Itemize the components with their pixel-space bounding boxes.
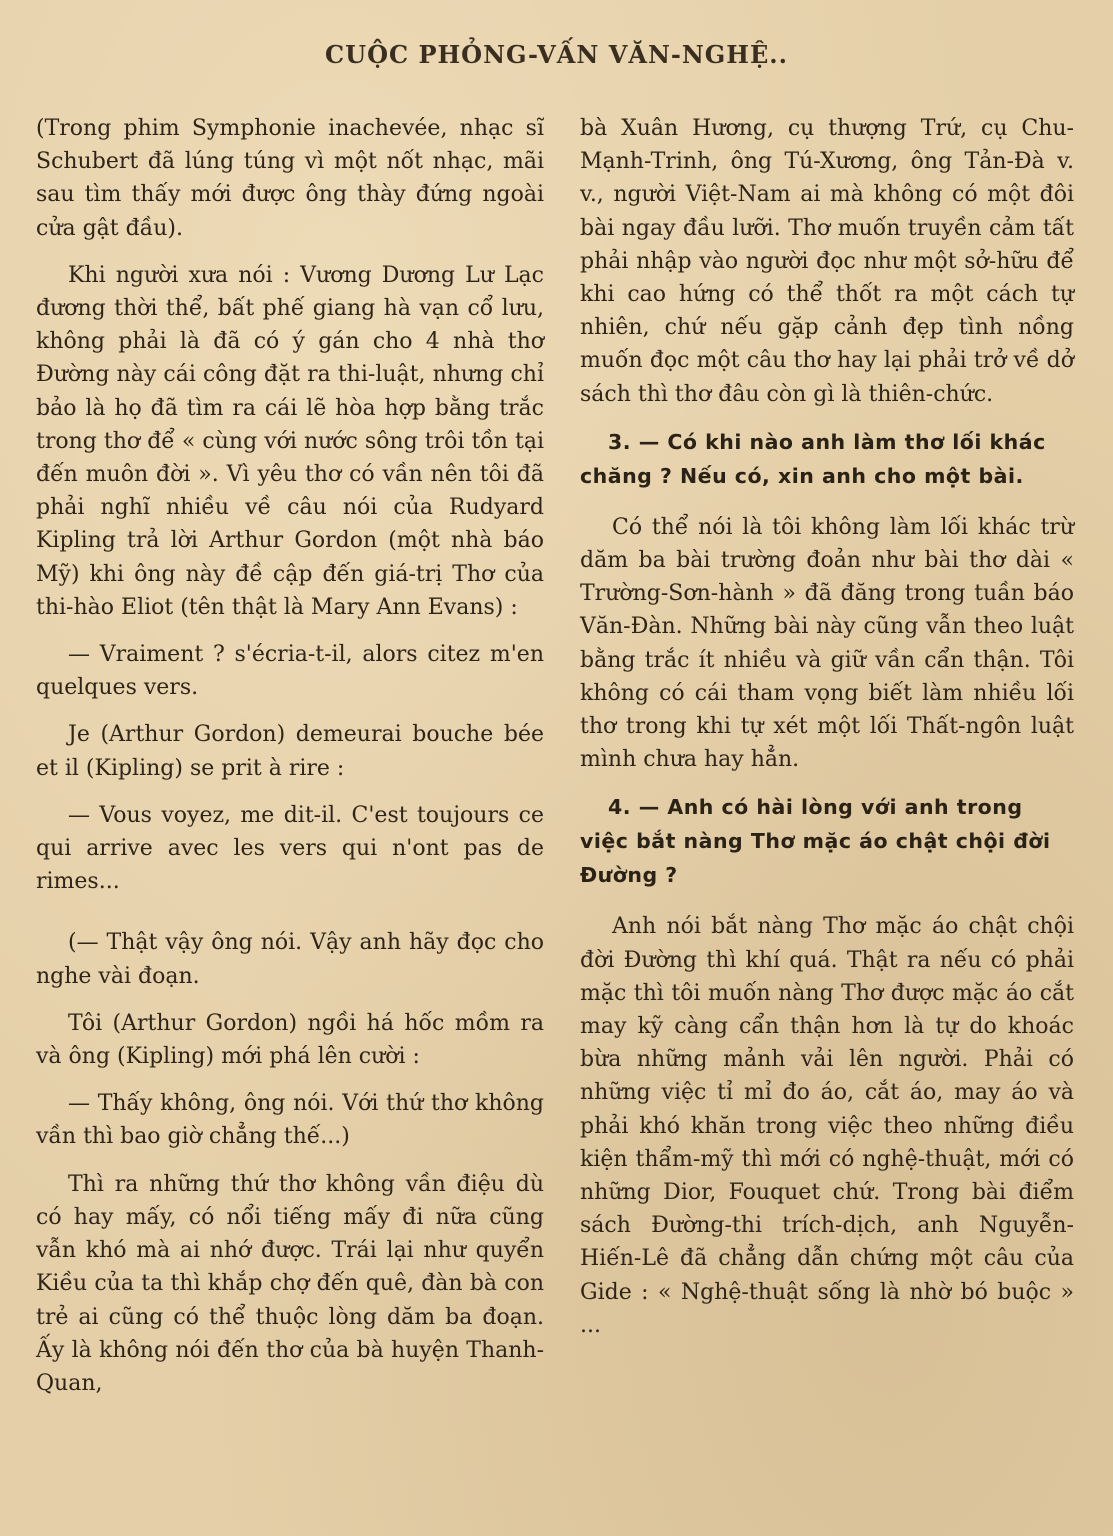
paragraph: bà Xuân Hương, cụ thượng Trứ, cụ Chu-Mạnh-Trinh, ông Tú-Xương, ông Tản-Đà v. v., người Việt-Nam ai mà không có một đôi bài ngay đầu lưỡi. Thơ muốn truyền cảm tất phải nhập vào người đọc như một sở-hữu để khi cao hứng có thể thốt ra một cách tự nhiên, chứ nếu gặp cảnh đẹp tình nồng muốn đọc một câu thơ hay lại phải trở về dở sách thì thơ đâu còn gì là thiên-chức.	[580, 116, 1074, 407]
quote-paragraph: — Thấy không, ông nói. Với thứ thơ không vần thì bao giờ chẳng thế...)	[36, 1091, 544, 1150]
paragraph: (— Thật vậy ông nói. Vậy anh hãy đọc cho nghe vài đoạn.	[36, 930, 544, 989]
right-column	[580, 112, 1074, 1356]
paragraph: (Trong phim Symphonie inachevée, nhạc sĩ Schubert đã lúng túng vì một nốt nhạc, mãi sau tìm thấy mới được ông thày đứng ngoài cửa gật đầu).	[36, 116, 544, 241]
question-heading-4: 4. — Anh có hài lòng với anh trong việc bắt nàng Thơ mặc áo chật chội đời Đường ?	[580, 795, 1051, 888]
paragraph: Anh nói bắt nàng Thơ mặc áo chật chội đời Đường thì khí quá. Thật ra nếu có phải mặc thì tôi muốn nàng Thơ được mặc áo cắt may kỹ càng cẩn thận hơn là tự do khoác bừa những mảnh vải lên người. Phải có những việc tỉ mỉ đo áo, cắt áo, may áo và phải khó khăn trong việc theo những điều kiện thẩm-mỹ thì mới có nghệ-thuật, mới có những Dior, Fouquet chứ. Trong bài điểm sách Đường-thi trích-dịch, anh Nguyễn-Hiến-Lê đã chẳng dẫn chứng một câu của Gide : « Nghệ-thuật sống là nhờ bó buộc » ...	[580, 914, 1074, 1338]
question-heading-3: 3. — Có khi nào anh làm thơ lối khác chăng ? Nếu có, xin anh cho một bài.	[580, 429, 1046, 488]
quote-paragraph: — Vous voyez, me dit-il. C'est toujours ce qui arrive avec les vers qui n'ont pas de rimes...	[36, 802, 544, 895]
page-title: CUỘC PHỎNG-VẤN VĂN-NGHỆ..	[325, 40, 788, 69]
paragraph: Thì ra những thứ thơ không vần điệu dù có hay mấy, có nổi tiếng mấy đi nữa cũng vẫn khó mà ai nhớ được. Trái lại như quyển Kiều của ta thì khắp chợ đến quê, đàn bà con trẻ ai cũng có thể thuộc lòng dăm ba đoạn. Ấy là không nói đến thơ của bà huyện Thanh-Quan,	[36, 1171, 544, 1396]
paragraph: Khi người xưa nói : Vương Dương Lư Lạc đương thời thể, bất phế giang hà vạn cổ lưu, không phải là đã có ý gán cho 4 nhà thơ Đường này cái công đặt ra thi-luật, nhưng chỉ bảo là họ đã tìm ra cái lẽ hòa hợp bằng trắc trong thơ để « cùng với nước sông trôi tồn tại đến muôn đời ». Vì yêu thơ có vần nên tôi đã phải nghĩ nhiều về câu nói của Rudyard Kipling trả lời Arthur Gordon (một nhà báo Mỹ) khi ông này đề cập đến giá-trị Thơ của thi-hào Eliot (tên thật là Mary Ann Evans) :	[36, 262, 544, 620]
left-column	[36, 112, 544, 1414]
paragraph: Je (Arthur Gordon) demeurai bouche bée et il (Kipling) se prit à rire :	[36, 722, 544, 781]
paragraph: Có thể nói là tôi không làm lối khác trừ dăm ba bài trường đoản như bài thơ dài « Trường-Sơn-hành » đã đăng trong tuần báo Văn-Đàn. Những bài này cũng vẫn theo luật bằng trắc ít nhiều và giữ vần cẩn thận. Tôi không có cái tham vọng biết làm nhiều lối thơ trong khi tự xét một lối Thất-ngôn luật mình chưa hay hẳn.	[580, 514, 1074, 773]
quote-paragraph: — Vraiment ? s'écria-t-il, alors citez m'en quelques vers.	[36, 642, 544, 701]
paragraph: Tôi (Arthur Gordon) ngồi há hốc mồm ra và ông (Kipling) mới phá lên cười :	[36, 1010, 544, 1070]
